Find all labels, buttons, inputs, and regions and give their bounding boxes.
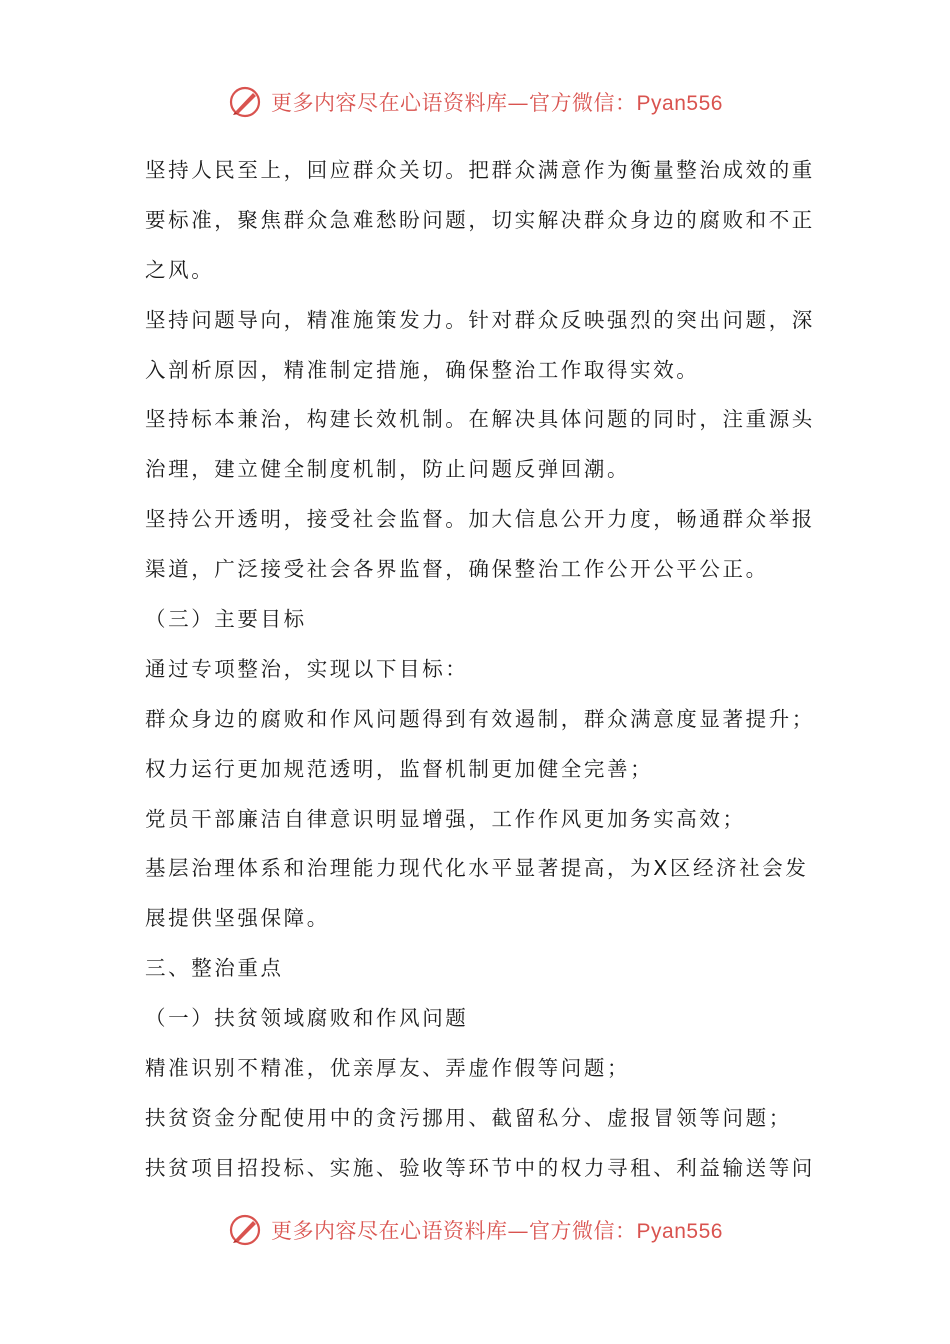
body-line: 党员干部廉洁自律意识明显增强，工作作风更加务实高效； bbox=[145, 806, 746, 831]
header-watermark-text: 更多内容尽在心语资料库—官方微信：Pyan556 bbox=[271, 91, 723, 115]
section-heading: （一）扶贫领域腐败和作风问题 bbox=[145, 1006, 469, 1031]
header-watermark-banner bbox=[0, 80, 950, 124]
body-line: 入剖析原因，精准制定措施，确保整治工作取得实效。 bbox=[145, 357, 700, 382]
body-line: 要标准，聚焦群众急难愁盼问题，切实解决群众身边的腐败和不正 bbox=[145, 207, 815, 232]
body-line: 精准识别不精准，优亲厚友、弄虚作假等问题； bbox=[145, 1056, 631, 1081]
section-heading: 三、整治重点 bbox=[145, 956, 284, 981]
pen-logo-icon bbox=[227, 1212, 263, 1248]
document-body bbox=[145, 146, 815, 1194]
body-line: 扶贫项目招投标、实施、验收等环节中的权力寻租、利益输送等问 bbox=[145, 1155, 815, 1180]
body-line: 坚持人民至上，回应群众关切。把群众满意作为衡量整治成效的重 bbox=[145, 158, 815, 182]
body-line: 之风。 bbox=[145, 257, 215, 282]
body-line: 坚持问题导向，精准施策发力。针对群众反映强烈的突出问题，深 bbox=[145, 307, 815, 332]
body-line: 通过专项整治，实现以下目标： bbox=[145, 656, 469, 681]
body-line: 基层治理体系和治理能力现代化水平显著提高，为X区经济社会发 bbox=[145, 856, 809, 881]
body-line: 渠道，广泛接受社会各界监督，确保整治工作公开公平公正。 bbox=[145, 557, 769, 582]
section-heading: （三）主要目标 bbox=[145, 607, 307, 632]
pen-logo-icon bbox=[227, 84, 263, 120]
body-line: 坚持标本兼治，构建长效机制。在解决具体问题的同时，注重源头 bbox=[145, 407, 815, 432]
body-line: 治理，建立健全制度机制，防止问题反弹回潮。 bbox=[145, 457, 631, 482]
body-line: 权力运行更加规范透明，监督机制更加健全完善； bbox=[145, 756, 654, 781]
body-line: 坚持公开透明，接受社会监督。加大信息公开力度，畅通群众举报 bbox=[145, 507, 815, 532]
body-line: 群众身边的腐败和作风问题得到有效遏制，群众满意度显著提升； bbox=[145, 706, 815, 731]
body-line: 扶贫资金分配使用中的贪污挪用、截留私分、虚报冒领等问题； bbox=[145, 1105, 792, 1130]
footer-watermark-text: 更多内容尽在心语资料库—官方微信：Pyan556 bbox=[271, 1219, 723, 1243]
body-line: 展提供坚强保障。 bbox=[145, 906, 330, 931]
footer-watermark-banner bbox=[0, 1208, 950, 1252]
